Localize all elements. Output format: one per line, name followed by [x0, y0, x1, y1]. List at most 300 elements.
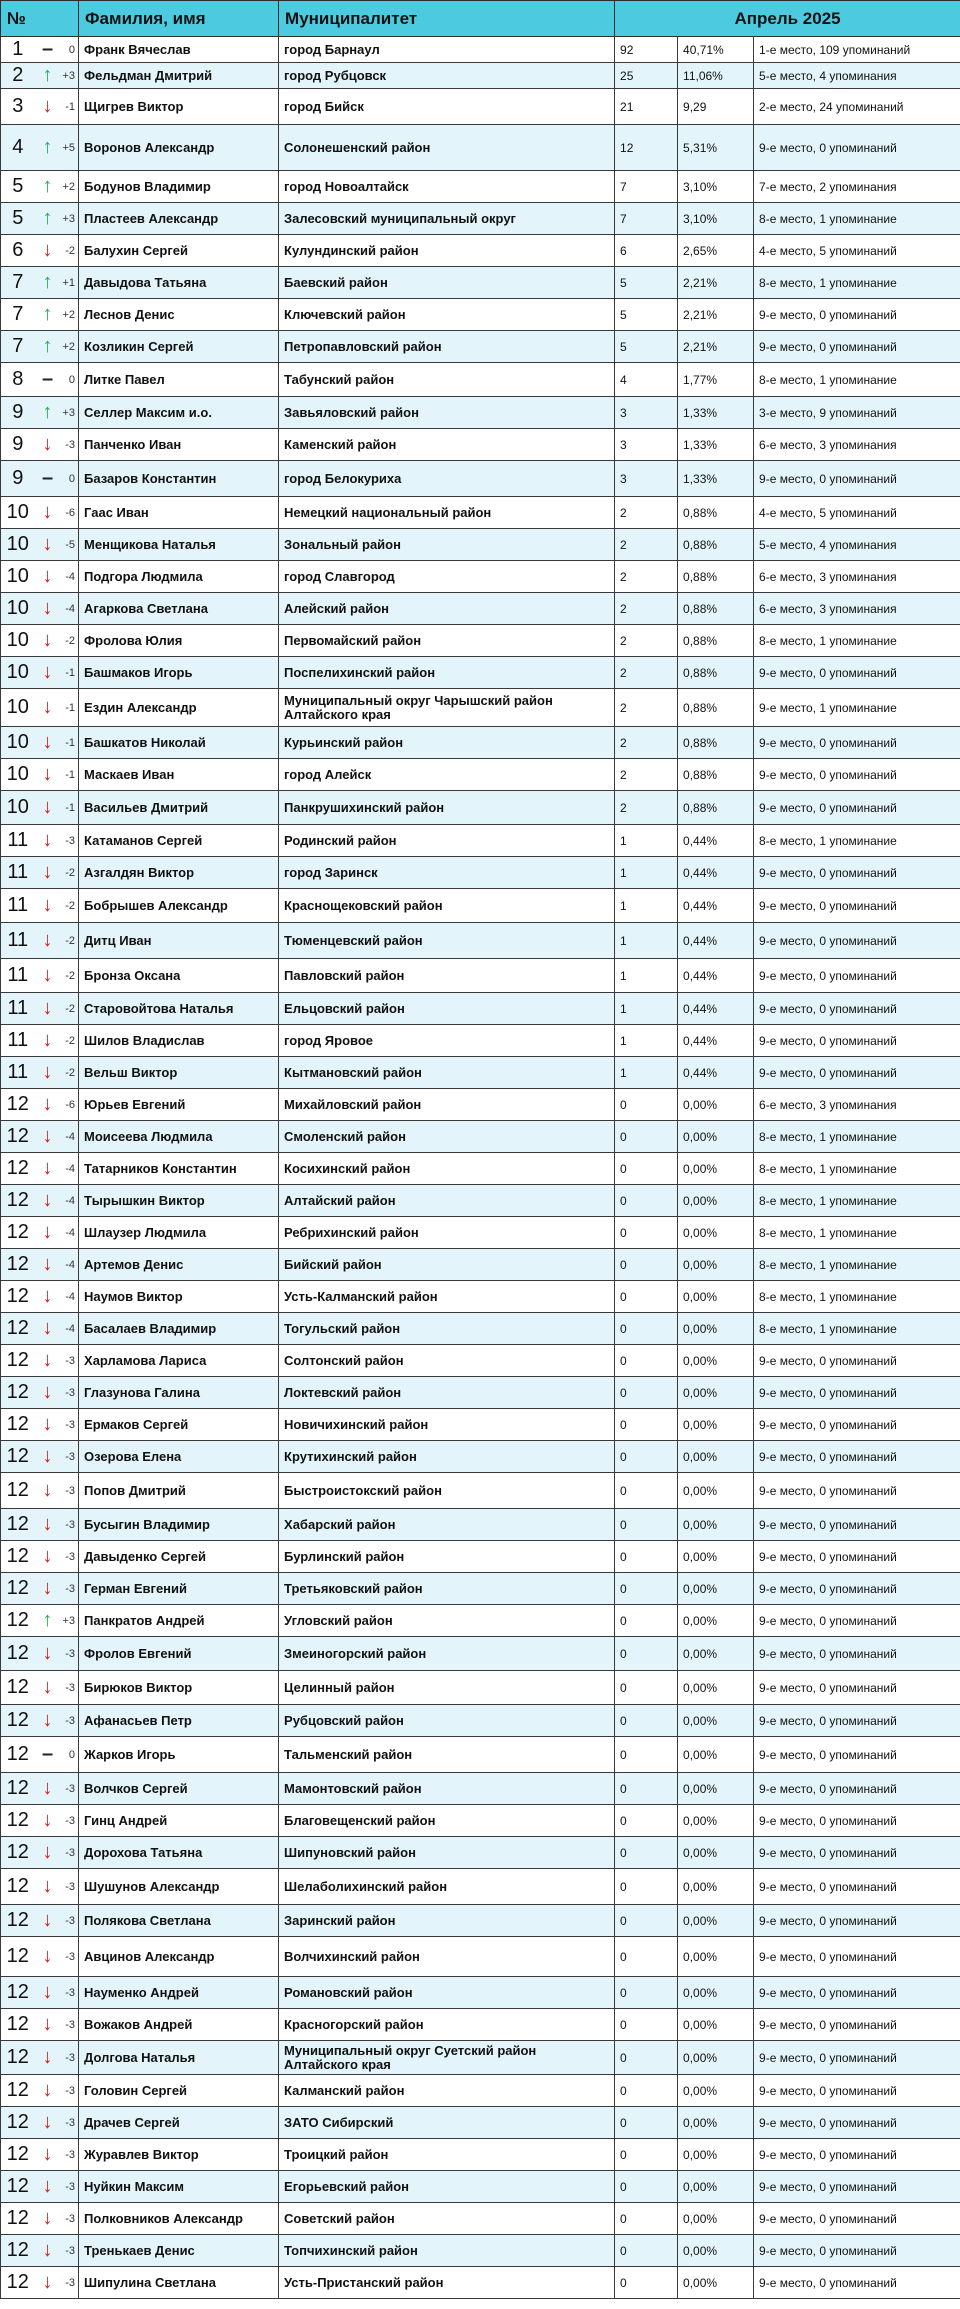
name-cell: Полковников Александр: [79, 2203, 279, 2235]
arrow-down-icon: ↓: [35, 1705, 61, 1737]
name-cell: Драчев Сергей: [79, 2107, 279, 2139]
april-count-cell: 5: [615, 331, 678, 363]
march-cell: 9-е место, 0 упоминаний: [754, 759, 960, 791]
rank-cell: 12: [1, 1705, 35, 1737]
name-cell: Дорохова Татьяна: [79, 1837, 279, 1869]
change-cell: -6: [61, 1089, 79, 1121]
rank-cell: 7: [1, 331, 35, 363]
name-cell: Шушунов Александр: [79, 1869, 279, 1905]
march-cell: 8-е место, 1 упоминание: [754, 1153, 960, 1185]
rank-cell: 10: [1, 727, 35, 759]
municipality-cell: Баевский район: [279, 267, 615, 299]
change-cell: -2: [61, 1025, 79, 1057]
municipality-cell: Романовский район: [279, 1977, 615, 2009]
april-count-cell: 0: [615, 1409, 678, 1441]
table-row: [1, 1121, 960, 1153]
municipality-cell: Третьяковский район: [279, 1573, 615, 1605]
rank-cell: 12: [1, 1509, 35, 1541]
april-percent-cell: 0,88%: [678, 791, 754, 825]
table-row: [1, 1805, 960, 1837]
municipality-cell: Бурлинский район: [279, 1541, 615, 1573]
name-cell: Авцинов Александр: [79, 1937, 279, 1977]
change-cell: -1: [61, 791, 79, 825]
rank-cell: 12: [1, 2235, 35, 2267]
march-cell: 9-е место, 0 упоминаний: [754, 1773, 960, 1805]
name-cell: Бирюков Виктор: [79, 1671, 279, 1705]
change-cell: -3: [61, 1409, 79, 1441]
april-percent-cell: 0,00%: [678, 1541, 754, 1573]
municipality-cell: город Алейск: [279, 759, 615, 791]
rank-cell: 12: [1, 2107, 35, 2139]
table-row: [1, 1249, 960, 1281]
march-cell: 8-е место, 1 упоминание: [754, 1313, 960, 1345]
name-cell: Вельш Виктор: [79, 1057, 279, 1089]
april-percent-cell: 0,44%: [678, 1025, 754, 1057]
april-count-cell: 2: [615, 625, 678, 657]
arrow-down-icon: ↓: [35, 1637, 61, 1671]
name-cell: Васильев Дмитрий: [79, 791, 279, 825]
table-row: [1, 959, 960, 993]
rank-cell: 12: [1, 1737, 35, 1773]
march-cell: 8-е место, 1 упоминание: [754, 825, 960, 857]
name-cell: Шилов Владислав: [79, 1025, 279, 1057]
march-cell: 9-е место, 0 упоминаний: [754, 1345, 960, 1377]
name-cell: Менщикова Наталья: [79, 529, 279, 561]
april-count-cell: 0: [615, 2041, 678, 2075]
march-cell: 8-е место, 1 упоминание: [754, 1217, 960, 1249]
arrow-down-icon: ↓: [35, 1313, 61, 1345]
municipality-cell: Немецкий национальный район: [279, 497, 615, 529]
rank-cell: 12: [1, 1937, 35, 1977]
march-cell: 9-е место, 0 упоминаний: [754, 2139, 960, 2171]
table-row: [1, 299, 960, 331]
municipality-cell: Тогульский район: [279, 1313, 615, 1345]
municipality-cell: город Новоалтайск: [279, 171, 615, 203]
rank-cell: 12: [1, 1905, 35, 1937]
april-percent-cell: 0,88%: [678, 625, 754, 657]
march-cell: 9-е место, 0 упоминаний: [754, 1937, 960, 1977]
change-cell: -3: [61, 1637, 79, 1671]
march-cell: 9-е место, 0 упоминаний: [754, 1441, 960, 1473]
change-cell: +2: [61, 299, 79, 331]
rank-cell: 11: [1, 825, 35, 857]
change-cell: -3: [61, 2139, 79, 2171]
april-percent-cell: 0,44%: [678, 923, 754, 959]
april-count-cell: 3: [615, 461, 678, 497]
rank-cell: 12: [1, 1869, 35, 1905]
name-cell: Гаас Иван: [79, 497, 279, 529]
rank-cell: 12: [1, 1313, 35, 1345]
april-count-cell: 3: [615, 429, 678, 461]
municipality-cell: город Заринск: [279, 857, 615, 889]
change-cell: -1: [61, 689, 79, 727]
municipality-cell: Павловский район: [279, 959, 615, 993]
rank-cell: 10: [1, 529, 35, 561]
change-cell: +1: [61, 267, 79, 299]
rank-cell: 10: [1, 689, 35, 727]
municipality-cell: город Бийск: [279, 89, 615, 125]
april-percent-cell: 0,00%: [678, 1637, 754, 1671]
april-count-cell: 0: [615, 1637, 678, 1671]
name-cell: Гинц Андрей: [79, 1805, 279, 1837]
april-percent-cell: 40,71%: [678, 37, 754, 63]
name-cell: Ермаков Сергей: [79, 1409, 279, 1441]
name-cell: Волчков Сергей: [79, 1773, 279, 1805]
name-cell: Юрьев Евгений: [79, 1089, 279, 1121]
change-cell: -3: [61, 825, 79, 857]
rank-cell: 12: [1, 1281, 35, 1313]
rank-cell: 11: [1, 993, 35, 1025]
march-cell: 6-е место, 3 упоминания: [754, 429, 960, 461]
municipality-cell: Новичихинский район: [279, 1409, 615, 1441]
dash-icon: –: [35, 37, 61, 63]
april-count-cell: 0: [615, 1573, 678, 1605]
april-count-cell: 1: [615, 825, 678, 857]
arrow-down-icon: ↓: [35, 2107, 61, 2139]
rank-cell: 12: [1, 1573, 35, 1605]
municipality-cell: Ельцовский район: [279, 993, 615, 1025]
table-row: [1, 2139, 960, 2171]
march-cell: 7-е место, 2 упоминания: [754, 171, 960, 203]
arrow-down-icon: ↓: [35, 2235, 61, 2267]
table-row: [1, 993, 960, 1025]
arrow-down-icon: ↓: [35, 857, 61, 889]
name-cell: Азгалдян Виктор: [79, 857, 279, 889]
arrow-down-icon: ↓: [35, 1153, 61, 1185]
april-percent-cell: 1,33%: [678, 429, 754, 461]
arrow-down-icon: ↓: [35, 727, 61, 759]
rank-cell: 9: [1, 429, 35, 461]
april-count-cell: 0: [615, 1089, 678, 1121]
municipality-cell: Кытмановский район: [279, 1057, 615, 1089]
name-cell: Жарков Игорь: [79, 1737, 279, 1773]
change-cell: -3: [61, 1509, 79, 1541]
name-cell: Базаров Константин: [79, 461, 279, 497]
table-row: [1, 1705, 960, 1737]
name-cell: Долгова Наталья: [79, 2041, 279, 2075]
municipality-cell: Тальменский район: [279, 1737, 615, 1773]
march-cell: 8-е место, 1 упоминание: [754, 1185, 960, 1217]
april-percent-cell: 0,88%: [678, 561, 754, 593]
april-count-cell: 2: [615, 529, 678, 561]
april-count-cell: 1: [615, 959, 678, 993]
change-cell: -4: [61, 561, 79, 593]
april-count-cell: 0: [615, 1977, 678, 2009]
table-row: [1, 461, 960, 497]
arrow-down-icon: ↓: [35, 1509, 61, 1541]
arrow-up-icon: ↑: [35, 267, 61, 299]
arrow-down-icon: ↓: [35, 2041, 61, 2075]
april-count-cell: 0: [615, 1345, 678, 1377]
april-percent-cell: 0,00%: [678, 1805, 754, 1837]
march-cell: 1-е место, 109 упоминаний: [754, 37, 960, 63]
march-cell: 9-е место, 0 упоминаний: [754, 2171, 960, 2203]
rank-cell: 10: [1, 759, 35, 791]
change-cell: -3: [61, 2009, 79, 2041]
name-cell: Маскаев Иван: [79, 759, 279, 791]
arrow-down-icon: ↓: [35, 1121, 61, 1153]
april-percent-cell: 0,00%: [678, 2041, 754, 2075]
table-row: [1, 125, 960, 171]
change-cell: -3: [61, 1937, 79, 1977]
april-count-cell: 0: [615, 2203, 678, 2235]
table-row: [1, 1185, 960, 1217]
rank-cell: 1: [1, 37, 35, 63]
change-cell: -3: [61, 429, 79, 461]
april-percent-cell: 0,88%: [678, 529, 754, 561]
table-row: [1, 1089, 960, 1121]
march-cell: 9-е место, 0 упоминаний: [754, 1977, 960, 2009]
arrow-down-icon: ↓: [35, 1345, 61, 1377]
arrow-down-icon: ↓: [35, 1573, 61, 1605]
april-percent-cell: 0,00%: [678, 1573, 754, 1605]
march-cell: 4-е место, 5 упоминаний: [754, 497, 960, 529]
name-cell: Артемов Денис: [79, 1249, 279, 1281]
table-row: [1, 203, 960, 235]
arrow-up-icon: ↑: [35, 63, 61, 89]
april-count-cell: 0: [615, 1473, 678, 1509]
change-cell: -2: [61, 993, 79, 1025]
name-cell: Агаркова Светлана: [79, 593, 279, 625]
march-cell: 5-е место, 4 упоминания: [754, 529, 960, 561]
rank-cell: 12: [1, 1217, 35, 1249]
march-cell: 9-е место, 0 упоминаний: [754, 2075, 960, 2107]
april-count-cell: 2: [615, 593, 678, 625]
march-cell: 9-е место, 0 упоминаний: [754, 1905, 960, 1937]
april-percent-cell: 2,21%: [678, 267, 754, 299]
april-percent-cell: 0,00%: [678, 1977, 754, 2009]
change-cell: +5: [61, 125, 79, 171]
table-row: [1, 2009, 960, 2041]
april-count-cell: 0: [615, 2075, 678, 2107]
change-cell: -1: [61, 727, 79, 759]
change-cell: -2: [61, 889, 79, 923]
change-cell: -4: [61, 1217, 79, 1249]
april-count-cell: 0: [615, 1121, 678, 1153]
municipality-cell: Поспелихинский район: [279, 657, 615, 689]
table-row: [1, 37, 960, 63]
march-cell: 9-е место, 0 упоминаний: [754, 791, 960, 825]
rank-cell: 12: [1, 1837, 35, 1869]
table-row: [1, 1671, 960, 1705]
rank-cell: 12: [1, 1377, 35, 1409]
april-percent-cell: 1,33%: [678, 397, 754, 429]
municipality-cell: Усть-Пристанский район: [279, 2267, 615, 2299]
header-num: №: [1, 1, 79, 37]
april-count-cell: 5: [615, 267, 678, 299]
arrow-down-icon: ↓: [35, 959, 61, 993]
municipality-cell: Алтайский район: [279, 1185, 615, 1217]
municipality-cell: город Яровое: [279, 1025, 615, 1057]
rank-cell: 12: [1, 1805, 35, 1837]
municipality-cell: Михайловский район: [279, 1089, 615, 1121]
municipality-cell: Локтевский район: [279, 1377, 615, 1409]
march-cell: 9-е место, 0 упоминаний: [754, 727, 960, 759]
arrow-down-icon: ↓: [35, 923, 61, 959]
table-row: [1, 397, 960, 429]
name-cell: Татарников Константин: [79, 1153, 279, 1185]
rank-cell: 11: [1, 923, 35, 959]
arrow-down-icon: ↓: [35, 1671, 61, 1705]
municipality-cell: Ключевский район: [279, 299, 615, 331]
april-percent-cell: 0,44%: [678, 857, 754, 889]
march-cell: 6-е место, 3 упоминания: [754, 561, 960, 593]
april-percent-cell: 0,00%: [678, 1605, 754, 1637]
dash-icon: –: [35, 1737, 61, 1773]
arrow-down-icon: ↓: [35, 993, 61, 1025]
table-row: [1, 2171, 960, 2203]
march-cell: 9-е место, 0 упоминаний: [754, 1837, 960, 1869]
change-cell: -3: [61, 1573, 79, 1605]
table-row: [1, 657, 960, 689]
table-row: [1, 1573, 960, 1605]
march-cell: 9-е место, 1 упоминание: [754, 689, 960, 727]
rank-cell: 11: [1, 1057, 35, 1089]
municipality-cell: Алейский район: [279, 593, 615, 625]
april-count-cell: 1: [615, 889, 678, 923]
municipality-cell: ЗАТО Сибирский: [279, 2107, 615, 2139]
april-count-cell: 0: [615, 1509, 678, 1541]
change-cell: -3: [61, 1345, 79, 1377]
rank-cell: 12: [1, 1153, 35, 1185]
rank-cell: 12: [1, 2009, 35, 2041]
name-cell: Фельдман Дмитрий: [79, 63, 279, 89]
rank-cell: 10: [1, 791, 35, 825]
march-cell: 2-е место, 24 упоминаний: [754, 89, 960, 125]
municipality-cell: Солтонский район: [279, 1345, 615, 1377]
change-cell: -4: [61, 593, 79, 625]
rank-cell: 10: [1, 497, 35, 529]
march-cell: 9-е место, 0 упоминаний: [754, 2203, 960, 2235]
table-row: [1, 1605, 960, 1637]
table-row: [1, 1773, 960, 1805]
municipality-cell: Завьяловский район: [279, 397, 615, 429]
change-cell: -3: [61, 1805, 79, 1837]
march-cell: 9-е место, 0 упоминаний: [754, 959, 960, 993]
rank-cell: 5: [1, 171, 35, 203]
april-count-cell: 6: [615, 235, 678, 267]
april-count-cell: 0: [615, 1737, 678, 1773]
arrow-down-icon: ↓: [35, 2267, 61, 2299]
march-cell: 8-е место, 1 упоминание: [754, 363, 960, 397]
municipality-cell: Смоленский район: [279, 1121, 615, 1153]
municipality-cell: Красногорский район: [279, 2009, 615, 2041]
april-count-cell: 0: [615, 1441, 678, 1473]
april-percent-cell: 0,00%: [678, 1837, 754, 1869]
april-percent-cell: 0,44%: [678, 889, 754, 923]
rank-cell: 11: [1, 857, 35, 889]
name-cell: Журавлев Виктор: [79, 2139, 279, 2171]
change-cell: -1: [61, 759, 79, 791]
rank-cell: 12: [1, 1773, 35, 1805]
change-cell: -3: [61, 1905, 79, 1937]
april-count-cell: 1: [615, 923, 678, 959]
rank-cell: 12: [1, 1605, 35, 1637]
april-percent-cell: 3,10%: [678, 203, 754, 235]
arrow-down-icon: ↓: [35, 1089, 61, 1121]
name-cell: Вожаков Андрей: [79, 2009, 279, 2041]
april-count-cell: 2: [615, 727, 678, 759]
municipality-cell: Панкрушихинский район: [279, 791, 615, 825]
name-cell: Бодунов Владимир: [79, 171, 279, 203]
name-cell: Ездин Александр: [79, 689, 279, 727]
name-cell: Панкратов Андрей: [79, 1605, 279, 1637]
march-cell: 6-е место, 3 упоминания: [754, 593, 960, 625]
name-cell: Бронза Оксана: [79, 959, 279, 993]
municipality-cell: Родинский район: [279, 825, 615, 857]
change-cell: -4: [61, 1249, 79, 1281]
arrow-down-icon: ↓: [35, 625, 61, 657]
april-count-cell: 0: [615, 1937, 678, 1977]
rank-cell: 12: [1, 1977, 35, 2009]
arrow-down-icon: ↓: [35, 1837, 61, 1869]
table-row: [1, 2107, 960, 2139]
april-percent-cell: 0,00%: [678, 1313, 754, 1345]
arrow-down-icon: ↓: [35, 1409, 61, 1441]
april-count-cell: 0: [615, 2267, 678, 2299]
municipality-cell: Целинный район: [279, 1671, 615, 1705]
municipality-cell: Солонешенский район: [279, 125, 615, 171]
april-percent-cell: 1,33%: [678, 461, 754, 497]
municipality-cell: Егорьевский район: [279, 2171, 615, 2203]
change-cell: -4: [61, 1153, 79, 1185]
arrow-up-icon: ↑: [35, 1605, 61, 1637]
arrow-down-icon: ↓: [35, 1057, 61, 1089]
table-row: [1, 1541, 960, 1573]
arrow-down-icon: ↓: [35, 1217, 61, 1249]
name-cell: Давыдова Татьяна: [79, 267, 279, 299]
change-cell: -2: [61, 923, 79, 959]
arrow-down-icon: ↓: [35, 1441, 61, 1473]
april-count-cell: 0: [615, 1377, 678, 1409]
april-count-cell: 0: [615, 1773, 678, 1805]
arrow-down-icon: ↓: [35, 561, 61, 593]
april-percent-cell: 0,00%: [678, 2267, 754, 2299]
name-cell: Фролова Юлия: [79, 625, 279, 657]
rank-cell: 12: [1, 1671, 35, 1705]
april-percent-cell: 3,10%: [678, 171, 754, 203]
change-cell: -3: [61, 1837, 79, 1869]
municipality-cell: Рубцовский район: [279, 1705, 615, 1737]
rank-cell: 2: [1, 63, 35, 89]
header-april: Апрель 2025: [615, 1, 960, 37]
april-percent-cell: 0,00%: [678, 1249, 754, 1281]
arrow-down-icon: ↓: [35, 1805, 61, 1837]
april-count-cell: 2: [615, 759, 678, 791]
march-cell: 9-е место, 0 упоминаний: [754, 1409, 960, 1441]
april-percent-cell: 0,00%: [678, 2235, 754, 2267]
name-cell: Старовойтова Наталья: [79, 993, 279, 1025]
rank-cell: 12: [1, 1637, 35, 1671]
april-count-cell: 0: [615, 1705, 678, 1737]
april-percent-cell: 0,00%: [678, 1153, 754, 1185]
table-body: [1, 37, 960, 2299]
april-percent-cell: 5,31%: [678, 125, 754, 171]
municipality-cell: Шелаболихинский район: [279, 1869, 615, 1905]
april-count-cell: 1: [615, 993, 678, 1025]
april-percent-cell: 0,00%: [678, 1737, 754, 1773]
april-percent-cell: 0,88%: [678, 759, 754, 791]
arrow-up-icon: ↑: [35, 203, 61, 235]
municipality-cell: Волчихинский район: [279, 1937, 615, 1977]
table-row: [1, 89, 960, 125]
arrow-down-icon: ↓: [35, 689, 61, 727]
table-row: [1, 1737, 960, 1773]
april-count-cell: 1: [615, 1057, 678, 1089]
municipality-cell: Ребрихинский район: [279, 1217, 615, 1249]
name-cell: Нуйкин Максим: [79, 2171, 279, 2203]
change-cell: -1: [61, 89, 79, 125]
